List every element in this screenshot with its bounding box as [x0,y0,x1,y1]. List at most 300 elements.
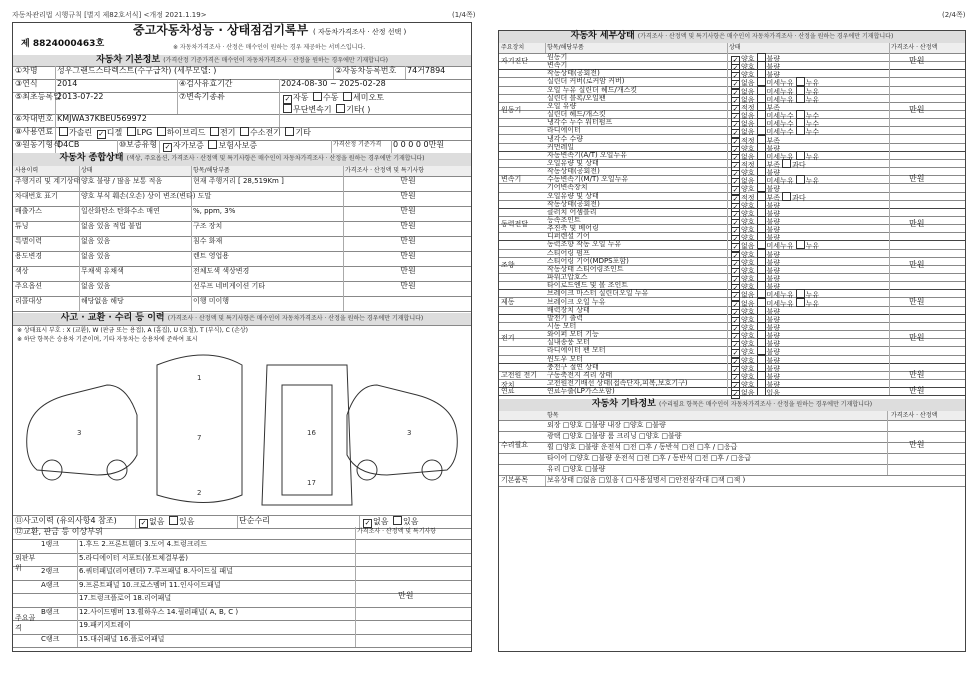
status-opt: 과다 [792,160,806,169]
summary-row [13,266,471,282]
first-reg-label: ⑤최초등록일 [13,92,56,114]
detail-part: 추진축 및 베어링 [545,224,728,232]
detail-status [727,257,890,265]
summary-price: 만원 [400,266,416,275]
summary-price: 만원 [400,251,416,260]
transmission-options [279,92,471,114]
status-opt: 누유 [805,152,820,161]
engine-value: D4CB [55,140,118,153]
detail-part: 디퍼렌셜 기어 [545,232,728,240]
left-sheet [12,22,472,652]
detail-part: 냉각수 수량 [545,135,728,143]
checkbox[interactable] [210,127,219,136]
detail-part: 실린더 커버(로커암 커버) [545,77,728,85]
status-opt: 불량 [766,226,781,235]
status-opt: 양호 [741,169,755,178]
vin-value: KMJWA37KBEU569972 [55,114,280,127]
summary-desc [191,191,344,206]
checkbox[interactable] [169,516,178,525]
rank-label [39,620,78,634]
status-opt: 불량 [766,201,781,210]
summary-desc: 현재 주행거리 [ 28,519Km ] [191,176,344,191]
year-row [13,79,471,93]
fuel-opt: 디젤 [106,128,123,137]
part-number: 7 [197,434,202,442]
col-status: 상태 [727,43,890,53]
detail-part: 변속기 [545,61,728,69]
summary-row [13,191,471,207]
status-opt: 불량 [766,209,781,218]
group-price: 만원 [909,174,925,184]
status-opt: 양호 [741,372,755,381]
checkbox[interactable] [59,127,68,136]
wheel [107,460,127,480]
status-opt: 없음 [741,291,755,300]
checkbox[interactable] [336,104,345,113]
detail-title: 자동차 세부상태 [570,31,635,41]
summary-item: 차대번호 표기 [13,191,80,206]
status-opt: 미세누유 [766,79,794,88]
detail-part: 발전기 출력 [545,314,728,322]
status-opt: 불량 [766,356,781,365]
etc-text: 광택 □양호 □불량 룸 크리닝 □양호 □불량 [545,431,888,442]
status-opt: 양호 [741,381,755,389]
detail-status [727,322,890,330]
status-opt: 불량 [766,340,781,349]
detail-part: 작동상태(공회전) [545,167,728,175]
engine-row [13,140,471,154]
title-note: ※ 자동차가격조사 · 산정은 매수인이 원하는 경우 제공하는 서비스입니다. [173,44,366,51]
status-opt: 불량 [766,218,781,226]
detail-status [727,102,890,110]
status-opt: 양호 [741,71,755,80]
status-opt: 부족 [766,103,781,112]
summary-desc: 구조 장치 [191,221,344,236]
detail-note: (가격조사 · 산정액 및 특기사항은 매수인이 자동차가격조사 · 산정을 원하는 경우에만 기재합니다) [637,33,894,40]
status-opt: 불량 [766,55,781,63]
detail-status [727,379,890,387]
title-options: ( 자동차가격조사 · 산정 선택 ) [313,28,407,36]
status-opt: 불량 [766,283,781,292]
car-name-label: ①차명 [13,66,56,79]
detail-status [727,135,890,143]
detail-status [727,94,890,102]
detail-part: 실린더 블록/오일팬 [545,94,728,102]
checkbox[interactable] [127,127,136,136]
basic-item-value: 보유상태 □없음 □있음 ( □사용설명서 □안전삼각대 □잭 □잭 ) [547,476,746,485]
status-opt: 미세누수 [766,120,794,129]
status-opt: 불량 [766,315,781,324]
summary-item: 용도변경 [13,251,80,266]
status-opt: 양호 [741,226,755,235]
status-opt: 양호 [741,332,755,341]
year-label: ③연식 [13,79,56,92]
status-opt: 양호 [741,258,755,267]
detail-status [727,240,890,251]
status-opt: 없음 [741,112,755,121]
rank-label: 1랭크 [39,539,78,553]
part-number: 3 [407,429,412,437]
basic-info-title: 자동차 기본정보 [96,55,161,65]
summary-state: 양호 부식 훼손(오손) 상이 변조(변타) 도말 [79,191,192,206]
summary-price: 만원 [400,221,416,230]
summary-row [13,296,471,312]
detail-part: 기어변속장치 [545,183,728,191]
inspection-label: ④검사유효기간 [177,79,280,92]
detail-part: 라디에이터 팬 모터 [545,346,728,354]
checkbox[interactable] [157,127,166,136]
summary-state: 없음 있음 [79,281,192,296]
checkbox[interactable] [208,140,217,149]
status-opt: 없음 [741,299,755,308]
year-value: 2014 [55,79,178,92]
detail-status [727,265,890,273]
rank-label: 2랭크 [39,566,78,580]
detail-status [727,77,890,88]
group-price: 만원 [909,56,925,66]
etc-text: 타이어 □양호 □불량 운전석 □전 □후 / 동반석 □전 □후 / □응급 [545,453,888,464]
detail-status [727,355,890,363]
status-opt: 양호 [741,323,755,332]
group-price: 만원 [909,386,925,396]
status-opt: 양호 [741,283,755,292]
detail-part: 충전구 절연 상태 [545,363,728,371]
status-opt: 양호 [741,209,755,218]
rank-parts: 9.프론트패널 10.크로스멤버 11.인사이드패널 [77,580,356,594]
group-name: 제동 [501,297,515,306]
status-opt: 누유 [805,242,820,251]
group-price: 만원 [909,369,925,379]
summary-desc: 이행 미이행 [191,296,344,311]
checkbox[interactable] [163,143,172,152]
engine-label: ⑨원동기형식 [13,140,56,153]
status-opt: 양호 [741,307,755,316]
checkbox[interactable] [343,92,352,101]
rank-parts: 5.라디에이터 서포트(볼트체결부품) [77,553,356,567]
summary-state: 없음 있음 [79,251,192,266]
status-opt: 미세누수 [766,112,794,121]
status-opt: 누수 [805,112,820,121]
group-price: 만원 [909,296,925,306]
detail-status [727,151,890,159]
status-opt: 없음 [741,389,755,398]
group-separator [499,395,965,396]
status-opt: 양호 [741,55,755,63]
summary-item: 튜닝 [13,221,80,236]
rank-parts: 1.후드 2.프론트휀더 3.도어 4.트렁크리드 [77,539,356,553]
part-number: 3 [77,429,82,437]
status-opt: 불량 [766,63,781,72]
accident-label: ⑪사고이력 (유의사항4 참조) [13,516,136,528]
summary-row [13,251,471,267]
detail-part: 원동기 [545,53,728,61]
col-part: 항목/해당부품 [545,43,728,53]
status-opt: 누유 [805,299,820,308]
detail-status [727,183,890,194]
detail-status [727,143,890,151]
summary-desc: %, ppm, 3% [191,206,344,221]
summary-state: 무채색 유채색 [79,266,192,281]
status-opt: 없음 [741,128,755,137]
col-desc: 항목/해당부품 [191,166,344,176]
status-opt: 없음 [741,242,755,251]
status-opt: 양호 [741,201,755,210]
status-opt: 불량 [766,258,781,267]
detail-status [727,363,890,371]
fuel-opt: 하이브리드 [166,128,206,137]
basic-info-note: (가격산정 기준가격은 매수인이 자동차가격조사 · 산정을 원하는 경우에만 기재합니다) [163,57,388,64]
status-opt: 없음 [741,87,755,96]
detail-status [727,192,890,200]
status-opt: 미세누유 [766,299,794,308]
status-opt: 불량 [766,348,781,357]
group-name: 동력전달 [501,220,529,229]
status-opt: 불량 [766,169,781,178]
part-number: 17 [307,479,316,487]
detail-status [727,314,890,322]
group-price: 만원 [909,219,925,229]
fuel-opt: LPG [136,128,153,137]
detail-part: 고전원전기배선 상태(접속단자,피복,보호기구) [545,379,728,387]
status-opt: 없음 [741,120,755,129]
document-number: 제 8824000463호 [21,39,105,49]
detail-part: 등속조인트 [545,216,728,224]
detail-status [727,387,890,398]
status-opt: 미세누유 [766,177,794,186]
summary-item: 특별이력 [13,236,80,251]
legend [13,325,471,345]
group-name: 원동기 [501,106,522,115]
group-name: 전기 [501,334,515,343]
etc-col: 항목 [545,411,888,420]
summary-desc: 선루프 네비게이션 기타 [191,281,344,296]
detail-part: 연료누출(LP가스포함) [545,387,728,395]
detail-part: 클러치 어셈블리 [545,208,728,216]
status-opt: 양호 [741,275,755,284]
accident-opt: 없음 [149,517,165,526]
summary-state: 없음 있음 [79,236,192,251]
detail-status [727,118,890,129]
rank-label: A랭크 [39,580,78,594]
warranty-opt: 보험사보증 [218,141,258,150]
status-opt: 부족 [766,136,781,145]
status-opt: 불량 [766,234,781,243]
page-number-right: (2/4쪽) [942,11,966,19]
col-price: 가격조사 · 산정액 [891,44,938,51]
outer-rank-row [13,634,471,649]
rank-parts: 19.패키지트레이 [77,620,356,634]
fuel-opt: 기타 [295,128,311,137]
detail-status [727,346,890,357]
status-opt: 양호 [741,250,755,259]
summary-row [13,176,471,192]
detail-status [727,86,890,94]
status-opt: 불량 [766,332,781,341]
group-name: 고전원 전기장치 [501,370,538,389]
etc-group-label: 수리필요 [501,441,529,450]
detail-part: 구동축전지 격리 상태 [545,371,728,379]
repair-opt: 없음 [373,517,389,526]
detail-part: 오일 유량 [545,102,728,110]
status-opt: 누수 [805,128,820,137]
status-opt: 누유 [805,79,820,88]
summary-state: 양호 불량 / 많음 보통 적음 [79,176,192,191]
status-opt: 불량 [766,307,781,316]
detail-part: 작동상태(공회전) [545,69,728,77]
right-sheet [498,30,966,652]
summary-title: 자동차 종합상태 [59,153,124,163]
detail-status [727,371,890,379]
checkbox[interactable] [283,104,292,113]
outer-rank-row [13,566,471,581]
status-opt: 양호 [741,364,755,373]
legend-line-2: ※ 하단 항목은 승용차 기준이며, 기타 자동차는 승용차에 준하여 표시 [17,336,198,343]
detail-part: 자동변속기(A/T) 오일누유 [545,151,728,159]
detail-status [727,232,890,243]
summary-price [343,296,471,311]
checkbox[interactable] [393,516,402,525]
rank-label: C랭크 [39,634,78,648]
rank-parts: 15.대쉬패널 16.플로어패널 [77,634,356,648]
basic-item-row [499,475,965,487]
reg-no-label: ②자동차등록번호 [333,66,406,79]
group-price: 만원 [909,259,925,269]
etc-text: 휠 □양호 □불량 운전석 □전 □후 / 동반석 □전 □후 / □응급 [545,442,888,453]
detail-part: 오일유량 및 상태 [545,159,728,167]
summary-state: 없음 있음 적법 불법 [79,221,192,236]
status-opt: 불량 [766,144,781,153]
status-opt: 양호 [741,144,755,153]
summary-item: 주요옵션 [13,281,80,296]
detail-status [727,330,890,341]
detail-status [727,175,890,186]
status-opt: 미세누유 [766,95,794,104]
etc-text: 유리 □양호 □불량 [545,464,888,475]
transmission-label: ⑦변속기종류 [177,92,280,114]
checkbox[interactable] [283,95,292,104]
detail-status [727,298,890,306]
status-opt: 누유 [805,291,820,300]
etc-note: (수리필요 항목은 매수인이 자동차가격조사 · 산정을 원하는 경우에만 기재합니다) [659,401,873,409]
detail-status [727,224,890,235]
accident-note: (가격조사 · 산정액 및 특기사항은 매수인이 자동차가격조사 · 산정을 원하는 경우에만 기재합니다) [167,315,424,322]
rank-parts: 17.트렁크플로어 18.리어패널 [77,593,356,607]
fuel-label: ⑧사용연료 [13,127,56,140]
car-name-value: 성우그랜드스타렉스트(수구급차) (세부모델: ) [55,66,334,79]
status-opt: 불량 [766,381,781,389]
detail-part: 스티어링 기어(MDPS포함) [545,257,728,265]
detail-status [727,289,890,300]
status-opt: 양호 [741,340,755,349]
checkbox[interactable] [313,92,322,101]
trans-opt: 무단변속기 [293,105,332,114]
status-opt: 미세누유 [766,242,794,251]
warranty-label: ⑩보증유형 [117,140,160,153]
detail-status [727,216,890,224]
group-name: 변속기 [501,175,522,184]
summary-section [13,153,471,167]
fuel-options [55,127,467,140]
outer-price: 만원 [398,591,414,600]
detail-status [727,69,890,80]
car-diagram [17,345,467,513]
status-opt: 양호 [741,266,755,275]
status-opt: 없음 [741,152,755,161]
status-opt: 부족 [766,160,781,169]
warranty-opt: 자가보증 [173,141,204,150]
detail-part: 수동변속기(M/T) 오일누유 [545,175,728,183]
summary-price: 만원 [400,206,416,215]
legend-line-1: ※ 상태표시 부호 : X (교환), W (판금 또는 용접), A (흠집), U (요철), T (부식), C (손상) [17,327,249,334]
status-opt: 불량 [766,250,781,259]
outer-label: ⑫교환, 판금 등 이상부위 [13,527,356,539]
wheel [357,460,377,480]
basic-item-label: 기본품목 [499,475,546,486]
status-opt: 부족 [766,193,781,202]
detail-part: 스티어링 펌프 [545,249,728,257]
status-opt: 양호 [741,185,755,194]
summary-row [13,236,471,252]
status-opt: 양호 [741,218,755,226]
part-number: 1 [197,374,202,382]
rank-label [39,593,78,607]
etc-price-head: 가격조사 · 산정액 [891,412,938,420]
detail-part: 작동상태 스티어링조인트 [545,265,728,273]
summary-state: 일산화탄소 탄화수소 매연 [79,206,192,221]
detail-part: 시동 모터 [545,322,728,330]
col-device: 주요장치 [499,43,546,53]
page-number-left: (1/4쪽) [452,11,476,19]
checkbox[interactable] [240,127,249,136]
summary-item: 리콜대상 [13,296,80,311]
detail-status [727,208,890,216]
detail-part: 작동상태(공회전) [545,200,728,208]
status-opt: 불량 [766,275,781,284]
form-header: 자동차관리법 시행규칙 [별지 제82호서식] <개정 2021.1.19> [12,11,207,19]
status-opt: 누유 [805,87,820,96]
status-opt: 불량 [766,185,781,194]
status-opt: 있음 [766,389,781,398]
detail-status [727,126,890,137]
trans-opt: 자동 [293,93,309,102]
status-opt: 양호 [741,348,755,357]
detail-part: 타이로드엔드 및 볼 조인트 [545,281,728,289]
rank-label: B랭크 [39,607,78,621]
col-state: 상태 [79,166,192,176]
outer-price-head: 가격조사 · 산정액 및 특기사항 [357,528,437,535]
form-title: 중고자동차성능 · 상태점검기록부 [133,23,309,37]
status-opt: 양호 [741,315,755,324]
detail-part: 브레이크 오일 누유 [545,298,728,306]
outer-rank-row [13,607,471,622]
detail-status [727,61,890,72]
price-label: 가격산정 기준가격 [331,140,392,153]
car-right-side [347,385,457,475]
status-opt: 양호 [741,356,755,365]
checkbox[interactable] [97,130,106,139]
detail-status [727,159,890,167]
status-opt: 미세누유 [766,87,794,96]
detail-status [727,53,890,61]
summary-row [13,221,471,237]
accident-title: 사고 · 교환 · 수리 등 이력 [60,313,165,323]
etc-text: 외장 □양호 □불량 내장 □양호 □불량 [545,420,888,431]
fuel-row [13,127,471,141]
detail-part: 브레이크 마스터 실린더오일 누유 [545,289,728,297]
summary-item: 배출가스 [13,206,80,221]
detail-part: 오일유량 및 상태 [545,192,728,200]
checkbox[interactable] [285,127,294,136]
